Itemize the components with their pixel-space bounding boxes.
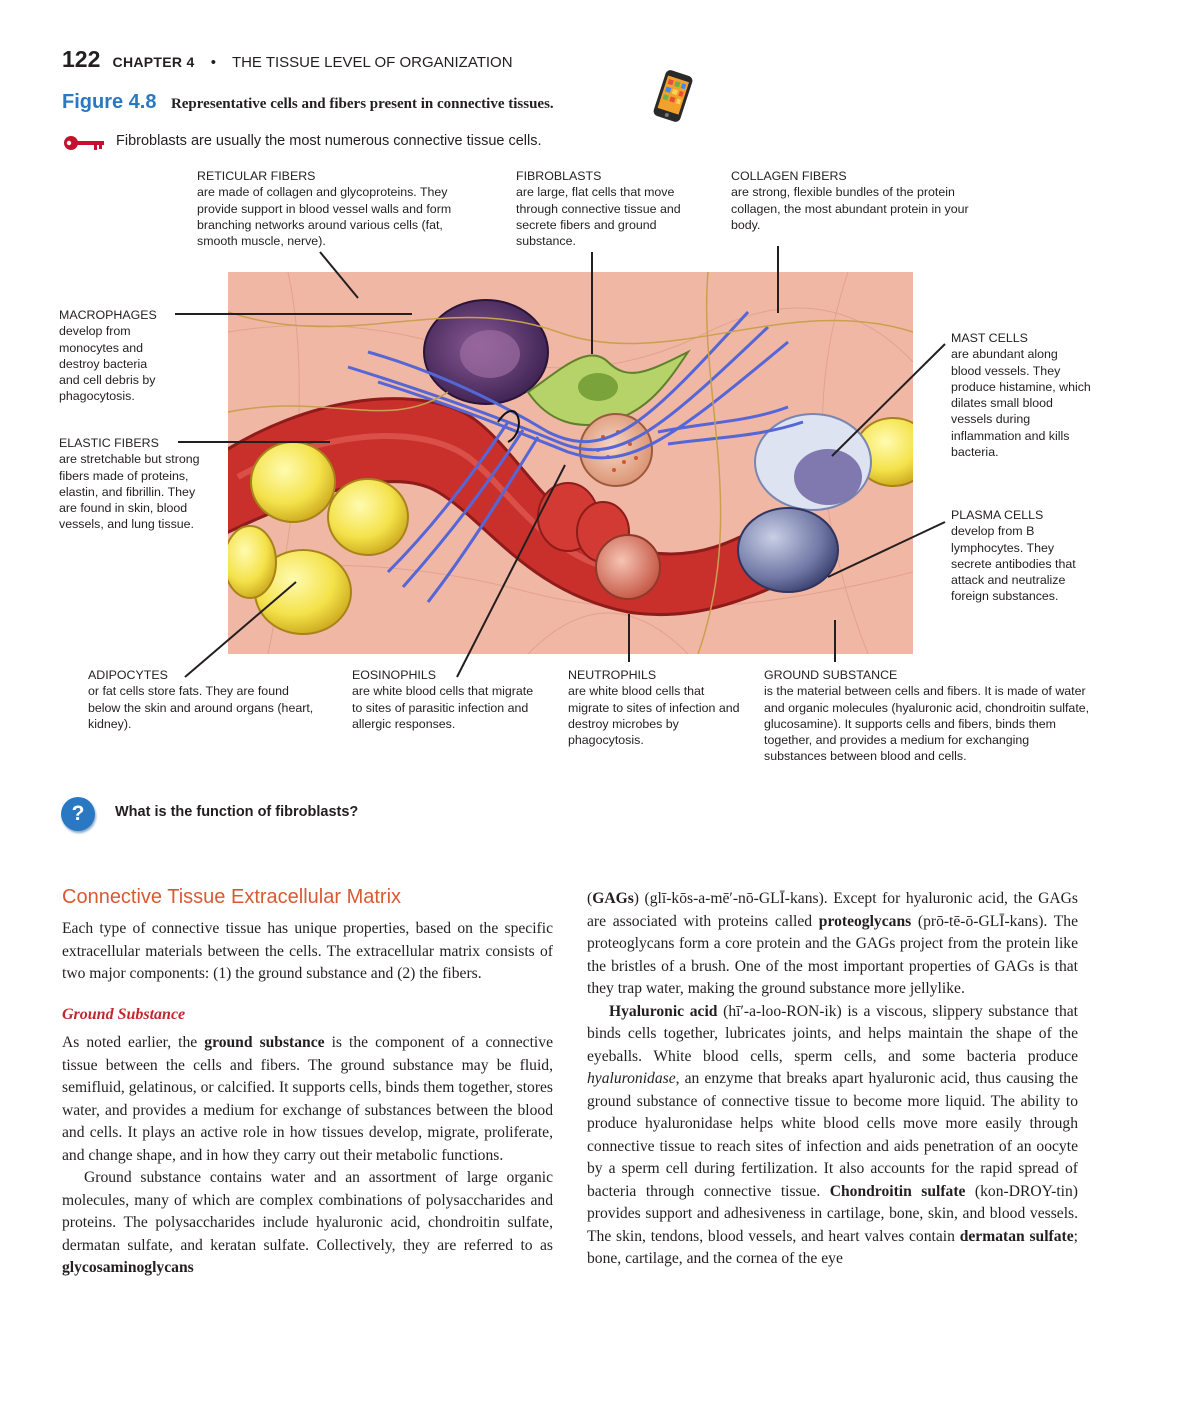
- subsection-heading: Ground Substance: [62, 1005, 186, 1023]
- paragraph: Hyaluronic acid (hī′-a-loo-RON-ik) is a viscous, slippery substance that binds cells together, lubricates joints, and helps maintain the shape of the eyeballs. White blood cells, sperm cells, and some bacteria produce hyaluronidase, an enzyme that breaks apart hyaluronic acid, thus causing the ground substance of connective tissue to become more liquid. The ability to produce hyaluronidase helps white blood cells move more easily through connective tissue to reach sites of infection and aids penetration of an oocyte by a sperm cell during fertilization. It also accounts for the rapid spread of bacteria through connective tissue. Chondroitin sulfate (kon-DROY-tin) provides support and adhesiveness in cartilage, bone, skin, and blood vessels. The skin, tendons, blood vessels, and heart valves contain dermatan sulfate; bone, cartilage, and the cornea of the eye: [587, 1002, 1078, 1267]
- label-collagen-fibers: [731, 168, 971, 233]
- label-macrophages: [59, 307, 171, 405]
- paragraph: (GAGs) (glī-kōs-a-mē′-nō-GLĪ-kans). Except for hyaluronic acid, the GAGs are associated with proteins called proteoglycans (prō-tē-ō-GLĪ-kans). The proteoglycans form a core protein and the GAGs project from the protein like the bristles of a brush. One of the most important properties of GAGs is that they trap water, making the ground substance more jellylike.: [587, 890, 1078, 997]
- section-heading: Connective Tissue Extracellular Matrix: [62, 886, 402, 908]
- label-title: MAST CELLS: [951, 331, 1028, 345]
- label-eosinophils: [352, 667, 537, 732]
- intro-paragraph: Each type of connective tissue has unique properties, based on the specific extracellular materials between the cells. The extracellular matrix consists of two major components: (1) the ground substance and (2) the fibers.: [62, 920, 553, 982]
- chapter-title: THE TISSUE LEVEL OF ORGANIZATION: [231, 54, 513, 71]
- question-icon: ?: [61, 797, 95, 831]
- label-description: are white blood cells that migrate to sites of parasitic infection and allergic responses.: [352, 684, 534, 731]
- label-title: GROUND SUBSTANCE: [764, 668, 898, 682]
- reticular-leader: [320, 252, 358, 298]
- label-title: COLLAGEN FIBERS: [731, 169, 847, 183]
- label-description: are strong, flexible bundles of the protein collagen, the most abundant protein in your body.: [731, 185, 969, 232]
- header-bullet: •: [210, 54, 217, 71]
- label-title: PLASMA CELLS: [951, 508, 1044, 522]
- chapter-label: CHAPTER 4: [112, 54, 195, 70]
- figure-number: Figure 4.8: [62, 91, 157, 113]
- page-number: 122: [62, 46, 101, 72]
- label-description: are stretchable but strong fibers made of proteins, elastin, and fibrillin. They are found in skin, blood vessels, and lung tissue.: [59, 452, 200, 532]
- plasma-leader: [828, 522, 945, 577]
- text-column-left: [62, 884, 553, 1280]
- label-description: or fat cells store fats. They are found below the skin and around organs (heart, kidney).: [88, 684, 314, 731]
- label-description: are made of collagen and glycoproteins. They provide support in blood vessel walls and form branching networks around various cells (fat, smooth muscle, nerve).: [197, 185, 452, 249]
- label-description: develop from monocytes and destroy bacteria and cell debris by phagocytosis.: [59, 324, 156, 404]
- text-column-right: [587, 888, 1078, 1271]
- label-elastic-fibers: [59, 435, 209, 533]
- label-title: EOSINOPHILS: [352, 668, 437, 682]
- label-description: are abundant along blood vessels. They produce histamine, which dilates small blood vessels during inflammation and kills bacteria.: [951, 347, 1091, 460]
- mast-leader: [832, 344, 945, 456]
- figure-caption: Representative cells and fibers present in connective tissues.: [170, 96, 554, 112]
- label-title: FIBROBLASTS: [516, 169, 602, 183]
- label-neutrophils: [568, 667, 748, 748]
- label-description: develop from B lymphocytes. They secrete antibodies that attack and neutralize foreign substances.: [951, 524, 1076, 604]
- label-title: NEUTROPHILS: [568, 668, 657, 682]
- label-fibroblasts: [516, 168, 706, 249]
- label-title: ADIPOCYTES: [88, 668, 168, 682]
- label-ground-substance: [764, 667, 1094, 765]
- label-adipocytes: [88, 667, 318, 732]
- label-reticular-fibers: [197, 168, 477, 249]
- label-title: ELASTIC FIBERS: [59, 436, 159, 450]
- figure-question: What is the function of fibroblasts?: [115, 804, 359, 820]
- paragraph: Ground substance contains water and an assortment of large organic molecules, many of which are complex combinations of polysaccharides and proteins. The polysaccharides include hyaluronic acid, chondroitin sulfate, dermatan sulfate, and keratan sulfate. Collectively, they are referred to as glycosaminoglycans: [62, 1169, 553, 1276]
- key-concept-text: Fibroblasts are usually the most numerous connective tissue cells.: [116, 133, 542, 149]
- label-plasma-cells: [951, 507, 1081, 605]
- adipocytes-leader: [185, 582, 296, 677]
- paragraph: As noted earlier, the ground substance is the component of a connective tissue between the cells and fibers. The ground substance may be fluid, semifluid, gelatinous, or calcified. It supports cells, binds them together, stores water, and provides a medium for exchange of substances between the blood and cells. It plays an active role in how tissues develop, migrate, proliferate, and change shape, and in how they carry out their metabolic functions.: [62, 1034, 553, 1164]
- label-title: RETICULAR FIBERS: [197, 169, 316, 183]
- label-description: are white blood cells that migrate to sites of infection and destroy microbes by phagocytosis.: [568, 684, 740, 748]
- eosinophils-leader: [457, 465, 565, 677]
- label-title: MACROPHAGES: [59, 308, 157, 322]
- label-mast-cells: [951, 330, 1091, 460]
- label-description: is the material between cells and fibers. It is made of water and organic molecules (hyaluronic acid, chondroitin sulfate, glucosamine). It supports cells and fibers, binds them together, and provides a medium for exchanging substances between blood and cells.: [764, 684, 1090, 764]
- label-description: are large, flat cells that move through connective tissue and secrete fibers and ground substance.: [516, 185, 681, 249]
